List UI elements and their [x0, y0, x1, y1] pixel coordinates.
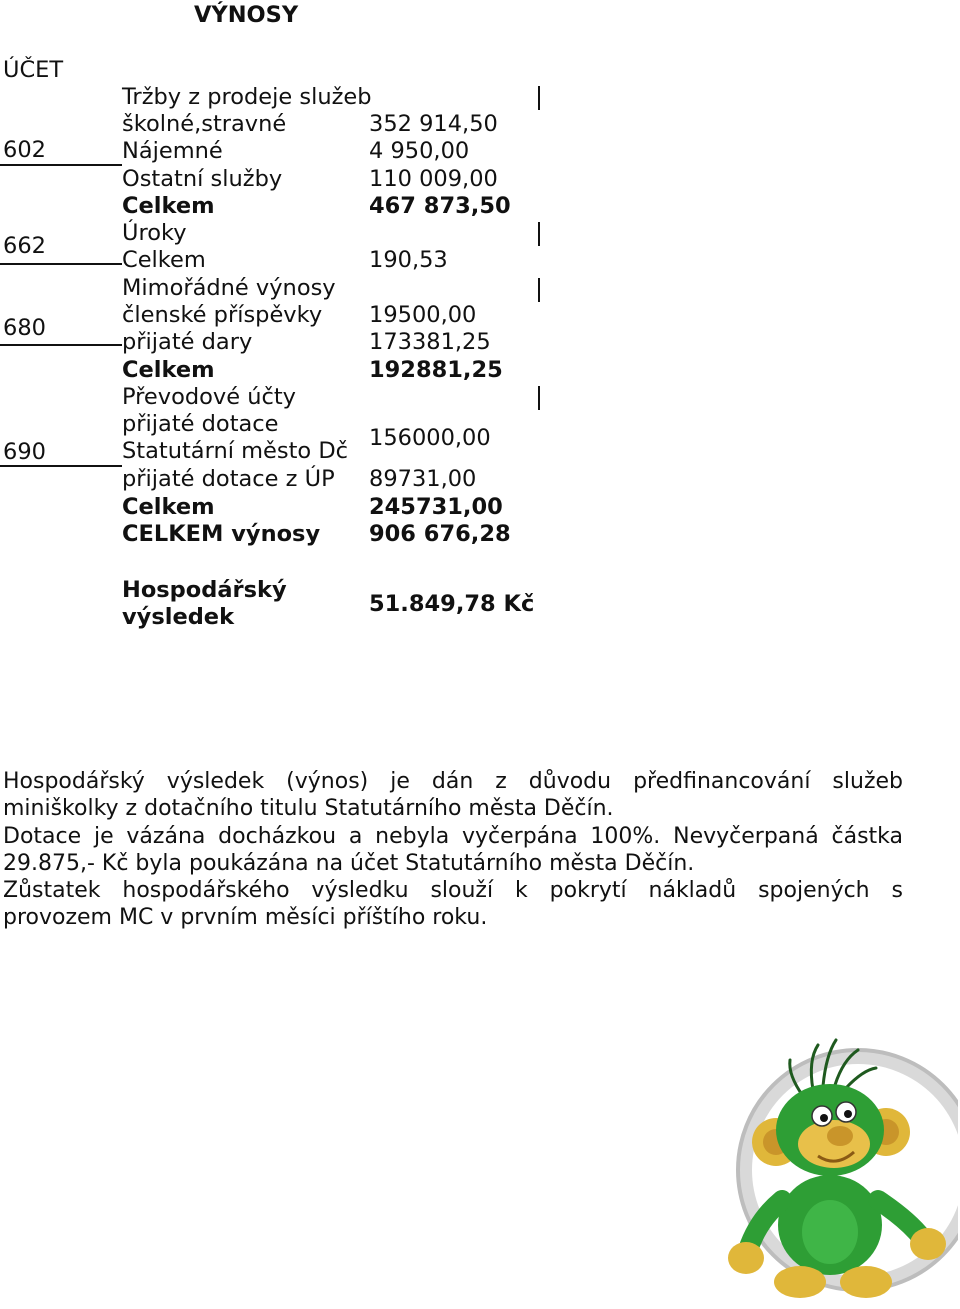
- value-celkem-662: 190,53: [369, 247, 448, 273]
- account-602-divider: [0, 164, 122, 166]
- label-celkem-690: Celkem: [122, 494, 215, 520]
- label-celkem-680: Celkem: [122, 357, 215, 383]
- label-hv-line2: výsledek: [122, 604, 235, 630]
- note-p1-line1: Hospodářský výsledek (výnos) je dán z důvodu předfinancování služeb: [3, 769, 903, 794]
- note-p3-line1: Zůstatek hospodářského výsledku slouží k pokrytí nákladů spojených s: [3, 878, 903, 904]
- section-bar-602: [538, 86, 540, 110]
- account-690-divider: [0, 465, 122, 467]
- note-p3-line2: provozem MC v prvním měsíci příštího roku.: [3, 905, 488, 931]
- value-celkem-602: 467 873,50: [369, 193, 511, 219]
- heading-trzby: Tržby z prodeje služeb: [122, 84, 372, 110]
- label-dotace-line1: přijaté dotace: [122, 411, 279, 437]
- note-p2-line1: Dotace je vázána docházkou a nebyla vyčerpána 100%. Nevyčerpaná částka: [3, 823, 903, 849]
- label-dotace-line2: Statutární město Dč: [122, 438, 349, 464]
- value-dotace: 156000,00: [369, 425, 491, 451]
- value-hv: 51.849,78 Kč: [369, 591, 535, 617]
- account-602: 602: [3, 137, 46, 163]
- section-bar-680: [538, 278, 540, 302]
- note-p1-line2: miniškolky z dotačního titulu Statutárního města Děčín.: [3, 796, 614, 822]
- label-skolne: školné,stravné: [122, 111, 287, 137]
- account-662: 662: [3, 233, 46, 259]
- value-dary: 173381,25: [369, 329, 491, 355]
- note-p2-line2: 29.875,- Kč byla poukázána na účet Statutárního města Děčín.: [3, 850, 695, 876]
- label-ostatni: Ostatní služby: [122, 166, 283, 192]
- label-hv-line1: Hospodářský: [122, 577, 287, 603]
- label-celkem-602: Celkem: [122, 193, 215, 219]
- heading-uroky: Úroky: [122, 220, 187, 246]
- value-dotace-up: 89731,00: [369, 466, 477, 492]
- value-celkem-680: 192881,25: [369, 357, 503, 383]
- heading-prevodove: Převodové účty: [122, 384, 296, 410]
- section-bar-662: [538, 222, 540, 246]
- section-bar-690: [538, 386, 540, 410]
- label-dotace-up: přijaté dotace z ÚP: [122, 466, 335, 492]
- account-690: 690: [3, 439, 46, 465]
- value-celkem-690: 245731,00: [369, 494, 503, 520]
- heading-mimoradne: Mimořádné výnosy: [122, 275, 336, 301]
- label-najemne: Nájemné: [122, 138, 223, 164]
- label-clenske: členské příspěvky: [122, 302, 323, 328]
- label-celkem-662: Celkem: [122, 247, 206, 273]
- explanatory-note: [3, 768, 903, 932]
- value-najemne: 4 950,00: [369, 138, 470, 164]
- account-680: 680: [3, 315, 46, 341]
- value-skolne: 352 914,50: [369, 111, 498, 137]
- page-title: VÝNOSY: [194, 2, 299, 28]
- value-ostatni: 110 009,00: [369, 166, 498, 192]
- account-header: ÚČET: [3, 57, 64, 83]
- label-dary: přijaté dary: [122, 329, 253, 355]
- label-celkem-vynosy: CELKEM výnosy: [122, 521, 321, 547]
- value-celkem-vynosy: 906 676,28: [369, 521, 511, 547]
- green-monkey-mascot-icon: [718, 1020, 958, 1309]
- account-662-divider: [0, 263, 122, 265]
- account-680-divider: [0, 344, 122, 346]
- value-clenske: 19500,00: [369, 302, 477, 328]
